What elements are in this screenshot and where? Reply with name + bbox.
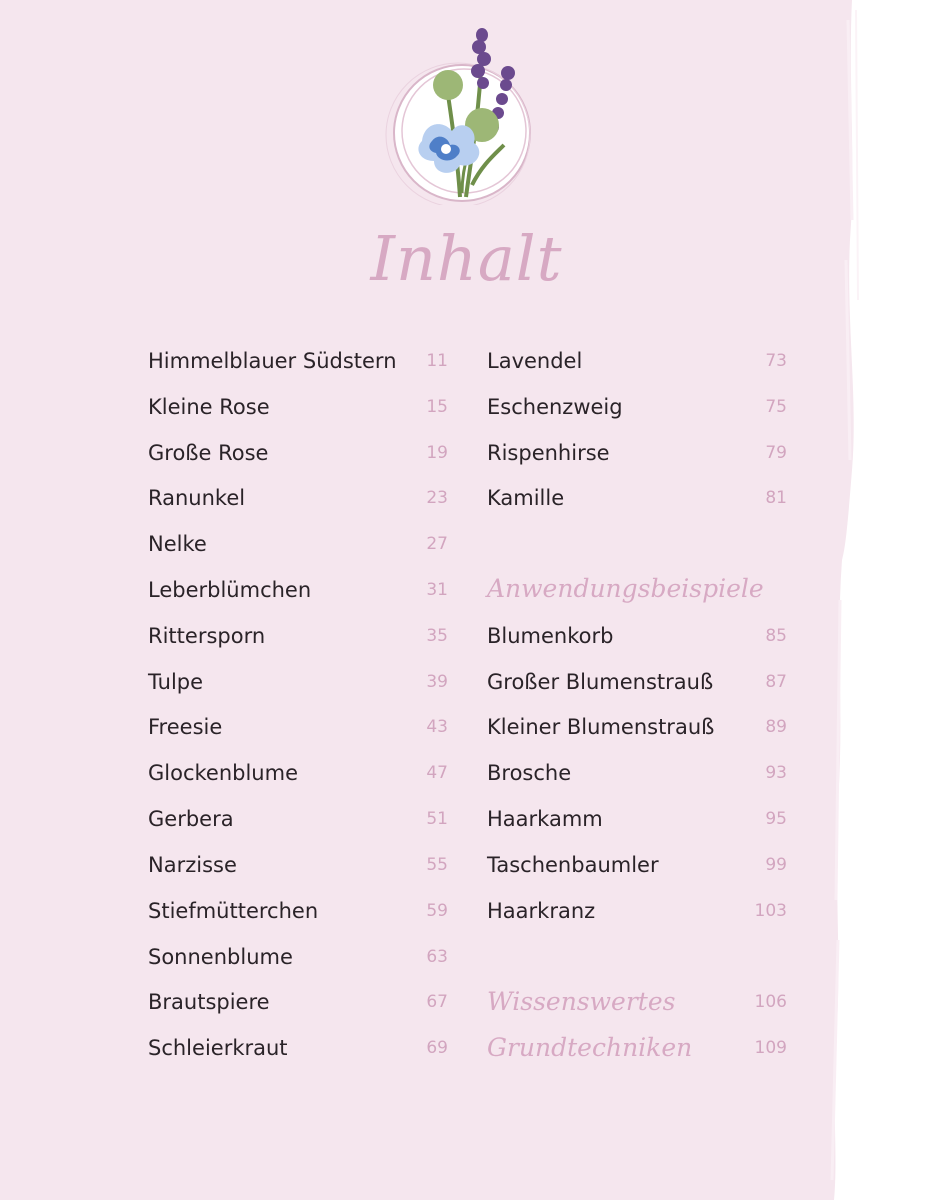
entry-page: 35 — [426, 626, 448, 646]
toc-entry-grundtechniken[interactable] — [487, 1033, 787, 1063]
entry-page: 89 — [765, 717, 787, 737]
entry-title: Brosche — [487, 761, 572, 785]
toc-entry[interactable] — [148, 942, 448, 972]
entry-page: 43 — [426, 717, 448, 737]
toc-entry[interactable] — [487, 850, 787, 880]
page-title: Inhalt — [370, 222, 563, 295]
entry-page: 51 — [426, 809, 448, 829]
toc-entry[interactable] — [487, 621, 787, 651]
toc-entry[interactable] — [487, 392, 787, 422]
entry-title: Narzisse — [148, 853, 237, 877]
toc-entry[interactable] — [487, 758, 787, 788]
entry-title: Große Rose — [148, 441, 269, 465]
toc-entry[interactable] — [148, 1033, 448, 1063]
entry-page: 11 — [426, 351, 448, 371]
entry-title: Ranunkel — [148, 486, 246, 510]
entry-page: 99 — [765, 855, 787, 875]
toc-entry[interactable] — [148, 667, 448, 697]
entry-title: Kleiner Blumenstrauß — [487, 715, 715, 739]
toc-entry[interactable] — [148, 758, 448, 788]
entry-page: 23 — [426, 488, 448, 508]
entry-title: Stiefmütterchen — [148, 899, 319, 923]
entry-page: 85 — [765, 626, 787, 646]
entry-title: Eschenzweig — [487, 395, 623, 419]
entry-title: Himmelblauer Südstern — [148, 349, 397, 373]
entry-title: Tulpe — [148, 670, 204, 694]
entry-title: Taschenbaumler — [487, 853, 659, 877]
entry-page: 15 — [426, 397, 448, 417]
entry-page: 79 — [765, 443, 787, 463]
entry-page: 87 — [765, 672, 787, 692]
toc-entry[interactable] — [148, 575, 448, 605]
entry-title: Kamille — [487, 486, 565, 510]
entry-title: Grundtechniken — [487, 1033, 693, 1062]
entry-page: 31 — [426, 580, 448, 600]
entry-page: 19 — [426, 443, 448, 463]
bouquet-illustration — [382, 15, 542, 205]
entry-title: Blumenkorb — [487, 624, 614, 648]
entry-page: 81 — [765, 488, 787, 508]
entry-page: 27 — [426, 534, 448, 554]
toc-entry[interactable] — [148, 987, 448, 1017]
toc-entry[interactable] — [148, 483, 448, 513]
toc-entry[interactable] — [148, 621, 448, 651]
entry-title: Lavendel — [487, 349, 583, 373]
entry-title: Rittersporn — [148, 624, 266, 648]
entry-page: 63 — [426, 947, 448, 967]
toc-entry[interactable] — [487, 483, 787, 513]
entry-title: Nelke — [148, 532, 207, 556]
toc-entry[interactable] — [148, 896, 448, 926]
entry-title: Brautspiere — [148, 990, 270, 1014]
entry-title: Gerbera — [148, 807, 234, 831]
section-heading-applications — [487, 574, 787, 604]
toc-entry[interactable] — [487, 667, 787, 697]
entry-page: 59 — [426, 901, 448, 921]
entry-title: Freesie — [148, 715, 223, 739]
toc-entry[interactable] — [148, 392, 448, 422]
entry-page: 93 — [765, 763, 787, 783]
entry-page: 103 — [754, 901, 787, 921]
entry-title: Leberblümchen — [148, 578, 312, 602]
entry-title: Rispenhirse — [487, 441, 610, 465]
entry-page: 95 — [765, 809, 787, 829]
entry-page: 67 — [426, 992, 448, 1012]
toc-entry-wissenswertes[interactable] — [487, 987, 787, 1017]
entry-title: Glockenblume — [148, 761, 298, 785]
entry-page: 47 — [426, 763, 448, 783]
toc-entry[interactable] — [148, 804, 448, 834]
entry-title: Haarkranz — [487, 899, 596, 923]
toc-entry[interactable] — [148, 529, 448, 559]
toc-entry[interactable] — [487, 712, 787, 742]
toc-entry[interactable] — [148, 850, 448, 880]
entry-title: Sonnenblume — [148, 945, 293, 969]
toc-entry[interactable] — [487, 346, 787, 376]
toc-entry[interactable] — [148, 438, 448, 468]
entry-title: Großer Blumenstrauß — [487, 670, 714, 694]
entry-page: 55 — [426, 855, 448, 875]
entry-title: Kleine Rose — [148, 395, 270, 419]
entry-page: 106 — [754, 992, 787, 1012]
entry-page: 75 — [765, 397, 787, 417]
toc-entry[interactable] — [487, 896, 787, 926]
toc-entry[interactable] — [148, 346, 448, 376]
entry-title: Haarkamm — [487, 807, 603, 831]
toc-entry[interactable] — [487, 804, 787, 834]
entry-page: 73 — [765, 351, 787, 371]
section-heading-text: Anwendungsbeispiele — [487, 574, 764, 603]
entry-title: Schleierkraut — [148, 1036, 288, 1060]
toc-entry[interactable] — [487, 438, 787, 468]
toc-entry[interactable] — [148, 712, 448, 742]
entry-page: 109 — [754, 1038, 787, 1058]
entry-title: Wissenswertes — [487, 987, 676, 1016]
entry-page: 39 — [426, 672, 448, 692]
entry-page: 69 — [426, 1038, 448, 1058]
